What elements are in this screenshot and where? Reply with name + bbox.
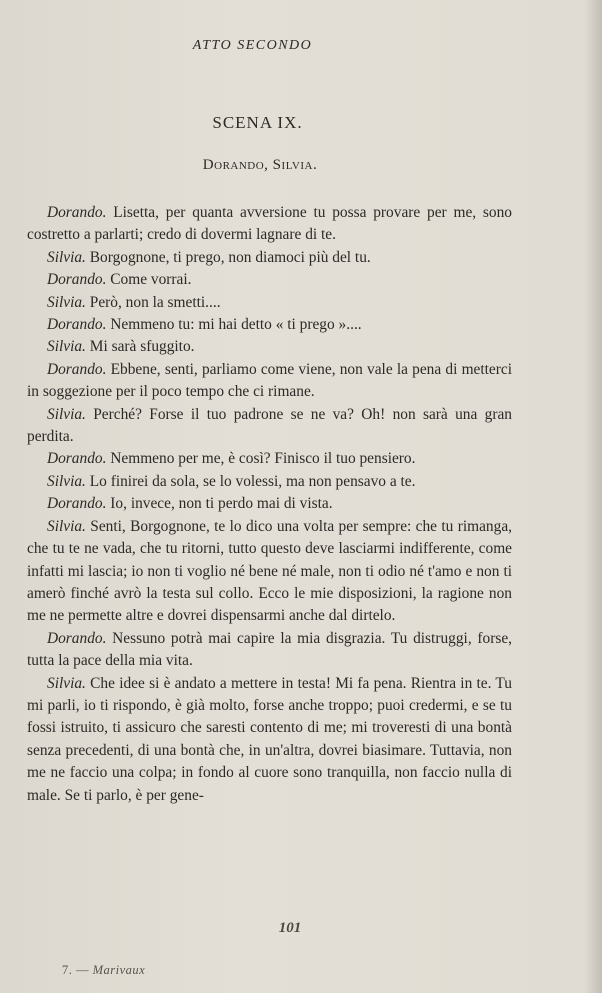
dialogue-body	[27, 202, 512, 807]
dialogue-line	[27, 628, 512, 673]
speaker-name: Dorando.	[47, 450, 107, 468]
signature-dash: —	[76, 963, 89, 977]
gutter-shadow	[584, 0, 602, 993]
dialogue-line	[27, 202, 512, 247]
line-text: Io, invece, non ti perdo mai di vista.	[110, 495, 333, 513]
speaker-name: Silvia.	[47, 517, 86, 535]
speaker-name: Dorando.	[47, 629, 107, 647]
line-text: Nessuno potrà mai capire la mia disgrazia. Tu distruggi, forse, tutta la pace della mia vita.	[27, 629, 512, 670]
line-text: Perché? Forse il tuo padrone se ne va? Oh! non sarà una gran perdita.	[27, 405, 512, 446]
dialogue-line	[27, 471, 512, 493]
line-text: Nemmeno tu: mi hai detto « ti prego »....	[110, 316, 362, 334]
speaker-name: Silvia.	[47, 338, 86, 356]
scene-title: SCENA IX.	[212, 113, 303, 132]
line-text: Ebbene, senti, parliamo come viene, non vale la pena di metterci in soggezione per il poco tempo che ci rimane.	[27, 360, 512, 401]
speaker-name: Dorando.	[47, 495, 107, 513]
scene-characters: Dorando, Silvia.	[202, 157, 318, 173]
speaker-name: Dorando.	[47, 204, 107, 221]
dialogue-line	[27, 292, 512, 314]
speaker-name: Dorando.	[47, 360, 107, 378]
line-text: Lo finirei da sola, se lo volessi, ma non pensavo a te.	[89, 472, 416, 490]
printer-signature	[62, 963, 145, 978]
speaker-name: Silvia.	[47, 405, 86, 423]
speaker-name: Dorando.	[47, 271, 107, 289]
speaker-name: Dorando.	[47, 316, 107, 334]
dialogue-line	[27, 269, 512, 291]
running-title: ATTO SECONDO	[192, 38, 313, 53]
signature-number: 7.	[62, 963, 73, 977]
dialogue-line	[27, 516, 512, 628]
speaker-name: Silvia.	[47, 293, 86, 311]
dialogue-line	[27, 404, 512, 449]
line-text: Borgognone, ti prego, non diamoci più del tu.	[89, 248, 371, 266]
speaker-name: Silvia.	[47, 674, 86, 692]
dialogue-line	[27, 673, 512, 807]
line-text: Come vorrai.	[110, 271, 192, 289]
line-text: Senti, Borgognone, te lo dico una volta per sempre: che tu rimanga, che tu te ne vada, che tu ritorni, tutto questo deve lasciarmi indifferente, come infatti mi lascia; io non ti voglio né bene né male, non ti odio né t'amo e non ti amerò finché avrò la testa sul collo. Ecco le mie disposizioni, la ragione non me ne permette altre e dovrei dispensarmi anche dal dirtelo.	[27, 517, 512, 625]
line-text: Nemmeno per me, è così? Finisco il tuo pensiero.	[110, 450, 416, 468]
dialogue-line	[27, 359, 512, 404]
line-text: Che idee si è andato a mettere in testa! Mi fa pena. Rientra in te. Tu mi parli, io ti rispondo, è già molto, forse anche troppo; puoi credermi, e se tu fossi istruito, ti assicuro che saresti contento di me; mi troveresti di una bontà senza precedenti, di una bontà che, in un'altra, dovrei biasimare. Tuttavia, non me ne faccio una colpa; in fondo al cuore sono tranquilla, non faccio nulla di male. Se ti parlo, è per gene-	[27, 674, 512, 804]
dialogue-line	[27, 314, 512, 336]
line-text: Lisetta, per quanta avversione tu possa provare per me, sono costretto a parlarti; credo di dovermi lagnare di te.	[27, 204, 512, 244]
dialogue-line	[27, 448, 512, 470]
dialogue-line	[27, 493, 512, 515]
page-number: 101	[278, 920, 302, 936]
dialogue-line	[27, 336, 512, 358]
signature-name: Marivaux	[92, 963, 146, 977]
dialogue-line	[27, 247, 512, 269]
line-text: Però, non la smetti....	[89, 293, 221, 311]
speaker-name: Silvia.	[47, 472, 86, 490]
line-text: Mi sarà sfuggito.	[89, 338, 195, 356]
speaker-name: Silvia.	[47, 248, 86, 266]
